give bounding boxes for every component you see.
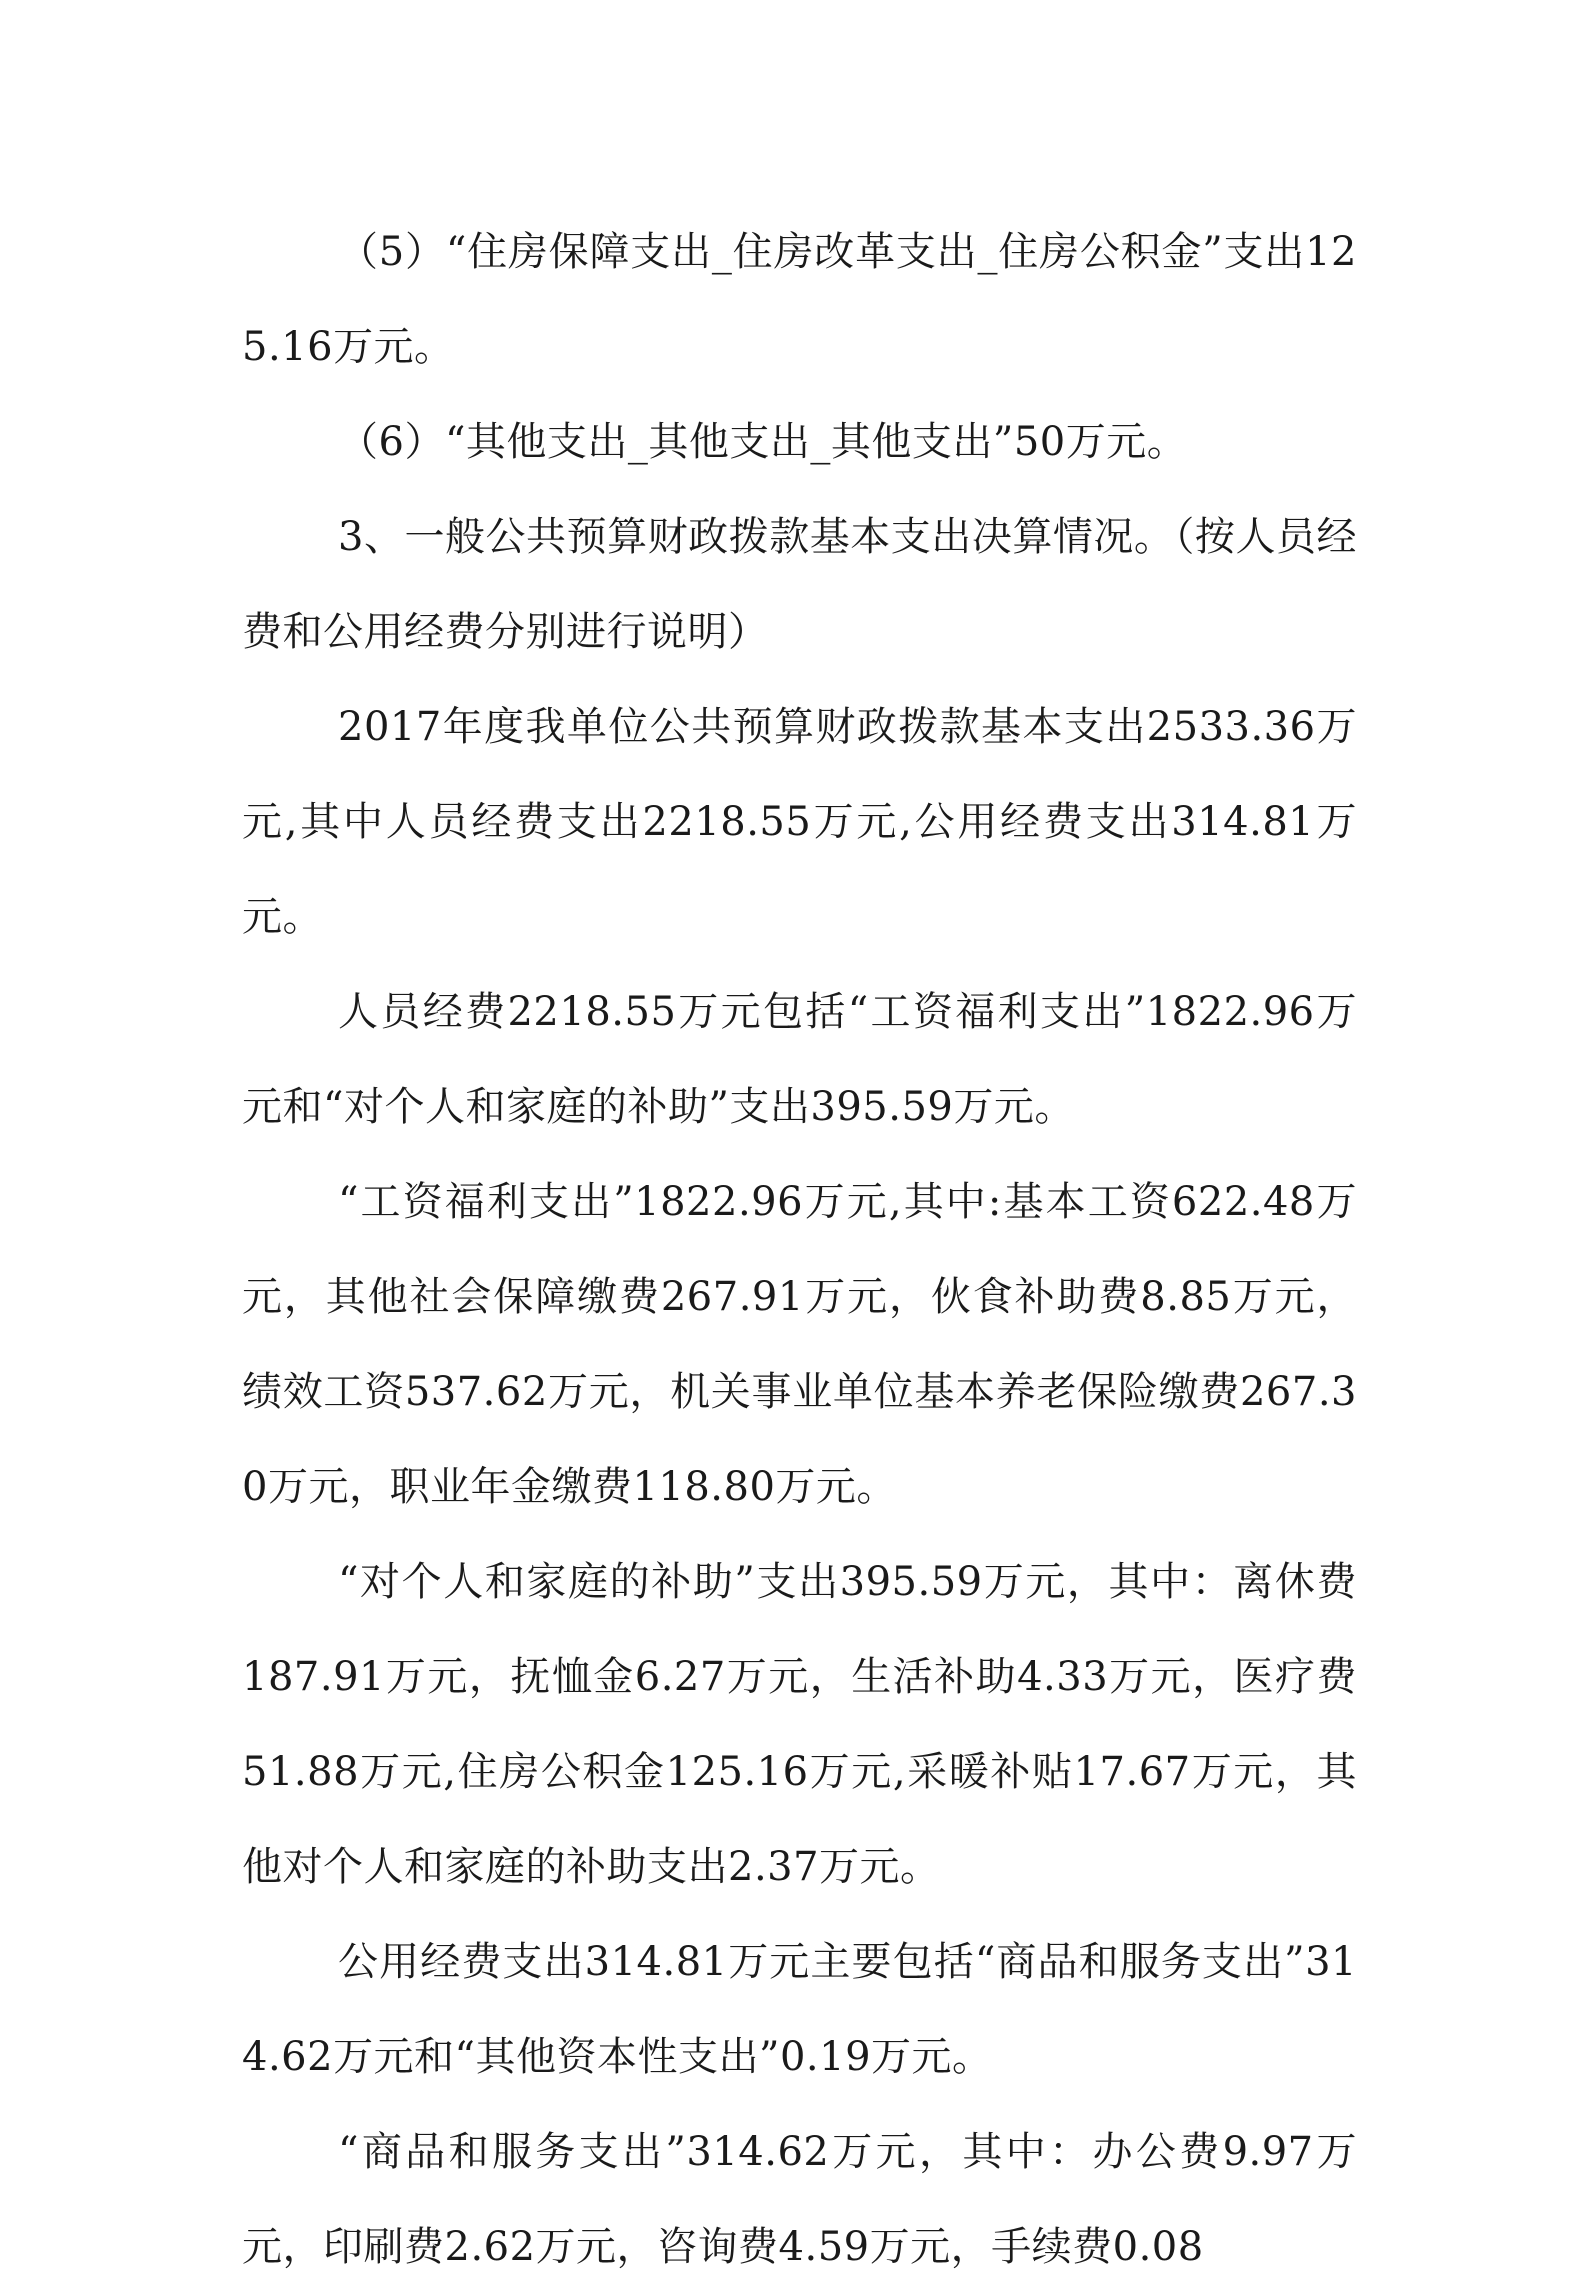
document-body (242, 205, 1357, 2295)
paragraph-housing-fund: （5）“住房保障支出_住房改革支出_住房公积金”支出125.16万元。 (242, 229, 1357, 370)
paragraph-goods-services: “商品和服务支出”314.62万元，其中：办公费9.97万元，印刷费2.62万元，咨询费4.59万元，手续费0.08 (242, 2129, 1357, 2270)
paragraph-public-expenses: 公用经费支出314.81万元主要包括“商品和服务支出”314.62万元和“其他资本性支出”0.19万元。 (242, 1939, 1357, 2080)
paragraph-family-subsidies: “对个人和家庭的补助”支出395.59万元，其中：离休费187.91万元，抚恤金6.27万元，生活补助4.33万元，医疗费51.88万元,住房公积金125.16万元,采暖补贴17.67万元，其他对个人和家庭的补助支出2.37万元。 (242, 1559, 1357, 1890)
paragraph-wages-benefits: “工资福利支出”1822.96万元,其中:基本工资622.48万元，其他社会保障缴费267.91万元，伙食补助费8.85万元，绩效工资537.62万元，机关事业单位基本养老保险缴费267.30万元，职业年金缴费118.80万元。 (242, 1179, 1357, 1510)
paragraph-other-expenditure: （6）“其他支出_其他支出_其他支出”50万元。 (338, 419, 1188, 465)
paragraph-basic-expenditure-summary: 2017年度我单位公共预算财政拨款基本支出2533.36万元,其中人员经费支出2218.55万元,公用经费支出314.81万元。 (242, 704, 1357, 940)
paragraph-personnel-expenses: 人员经费2218.55万元包括“工资福利支出”1822.96万元和“对个人和家庭的补助”支出395.59万元。 (242, 989, 1357, 1130)
paragraph-section-heading: 3、一般公共预算财政拨款基本支出决算情况。（按人员经费和公用经费分别进行说明） (242, 514, 1357, 655)
